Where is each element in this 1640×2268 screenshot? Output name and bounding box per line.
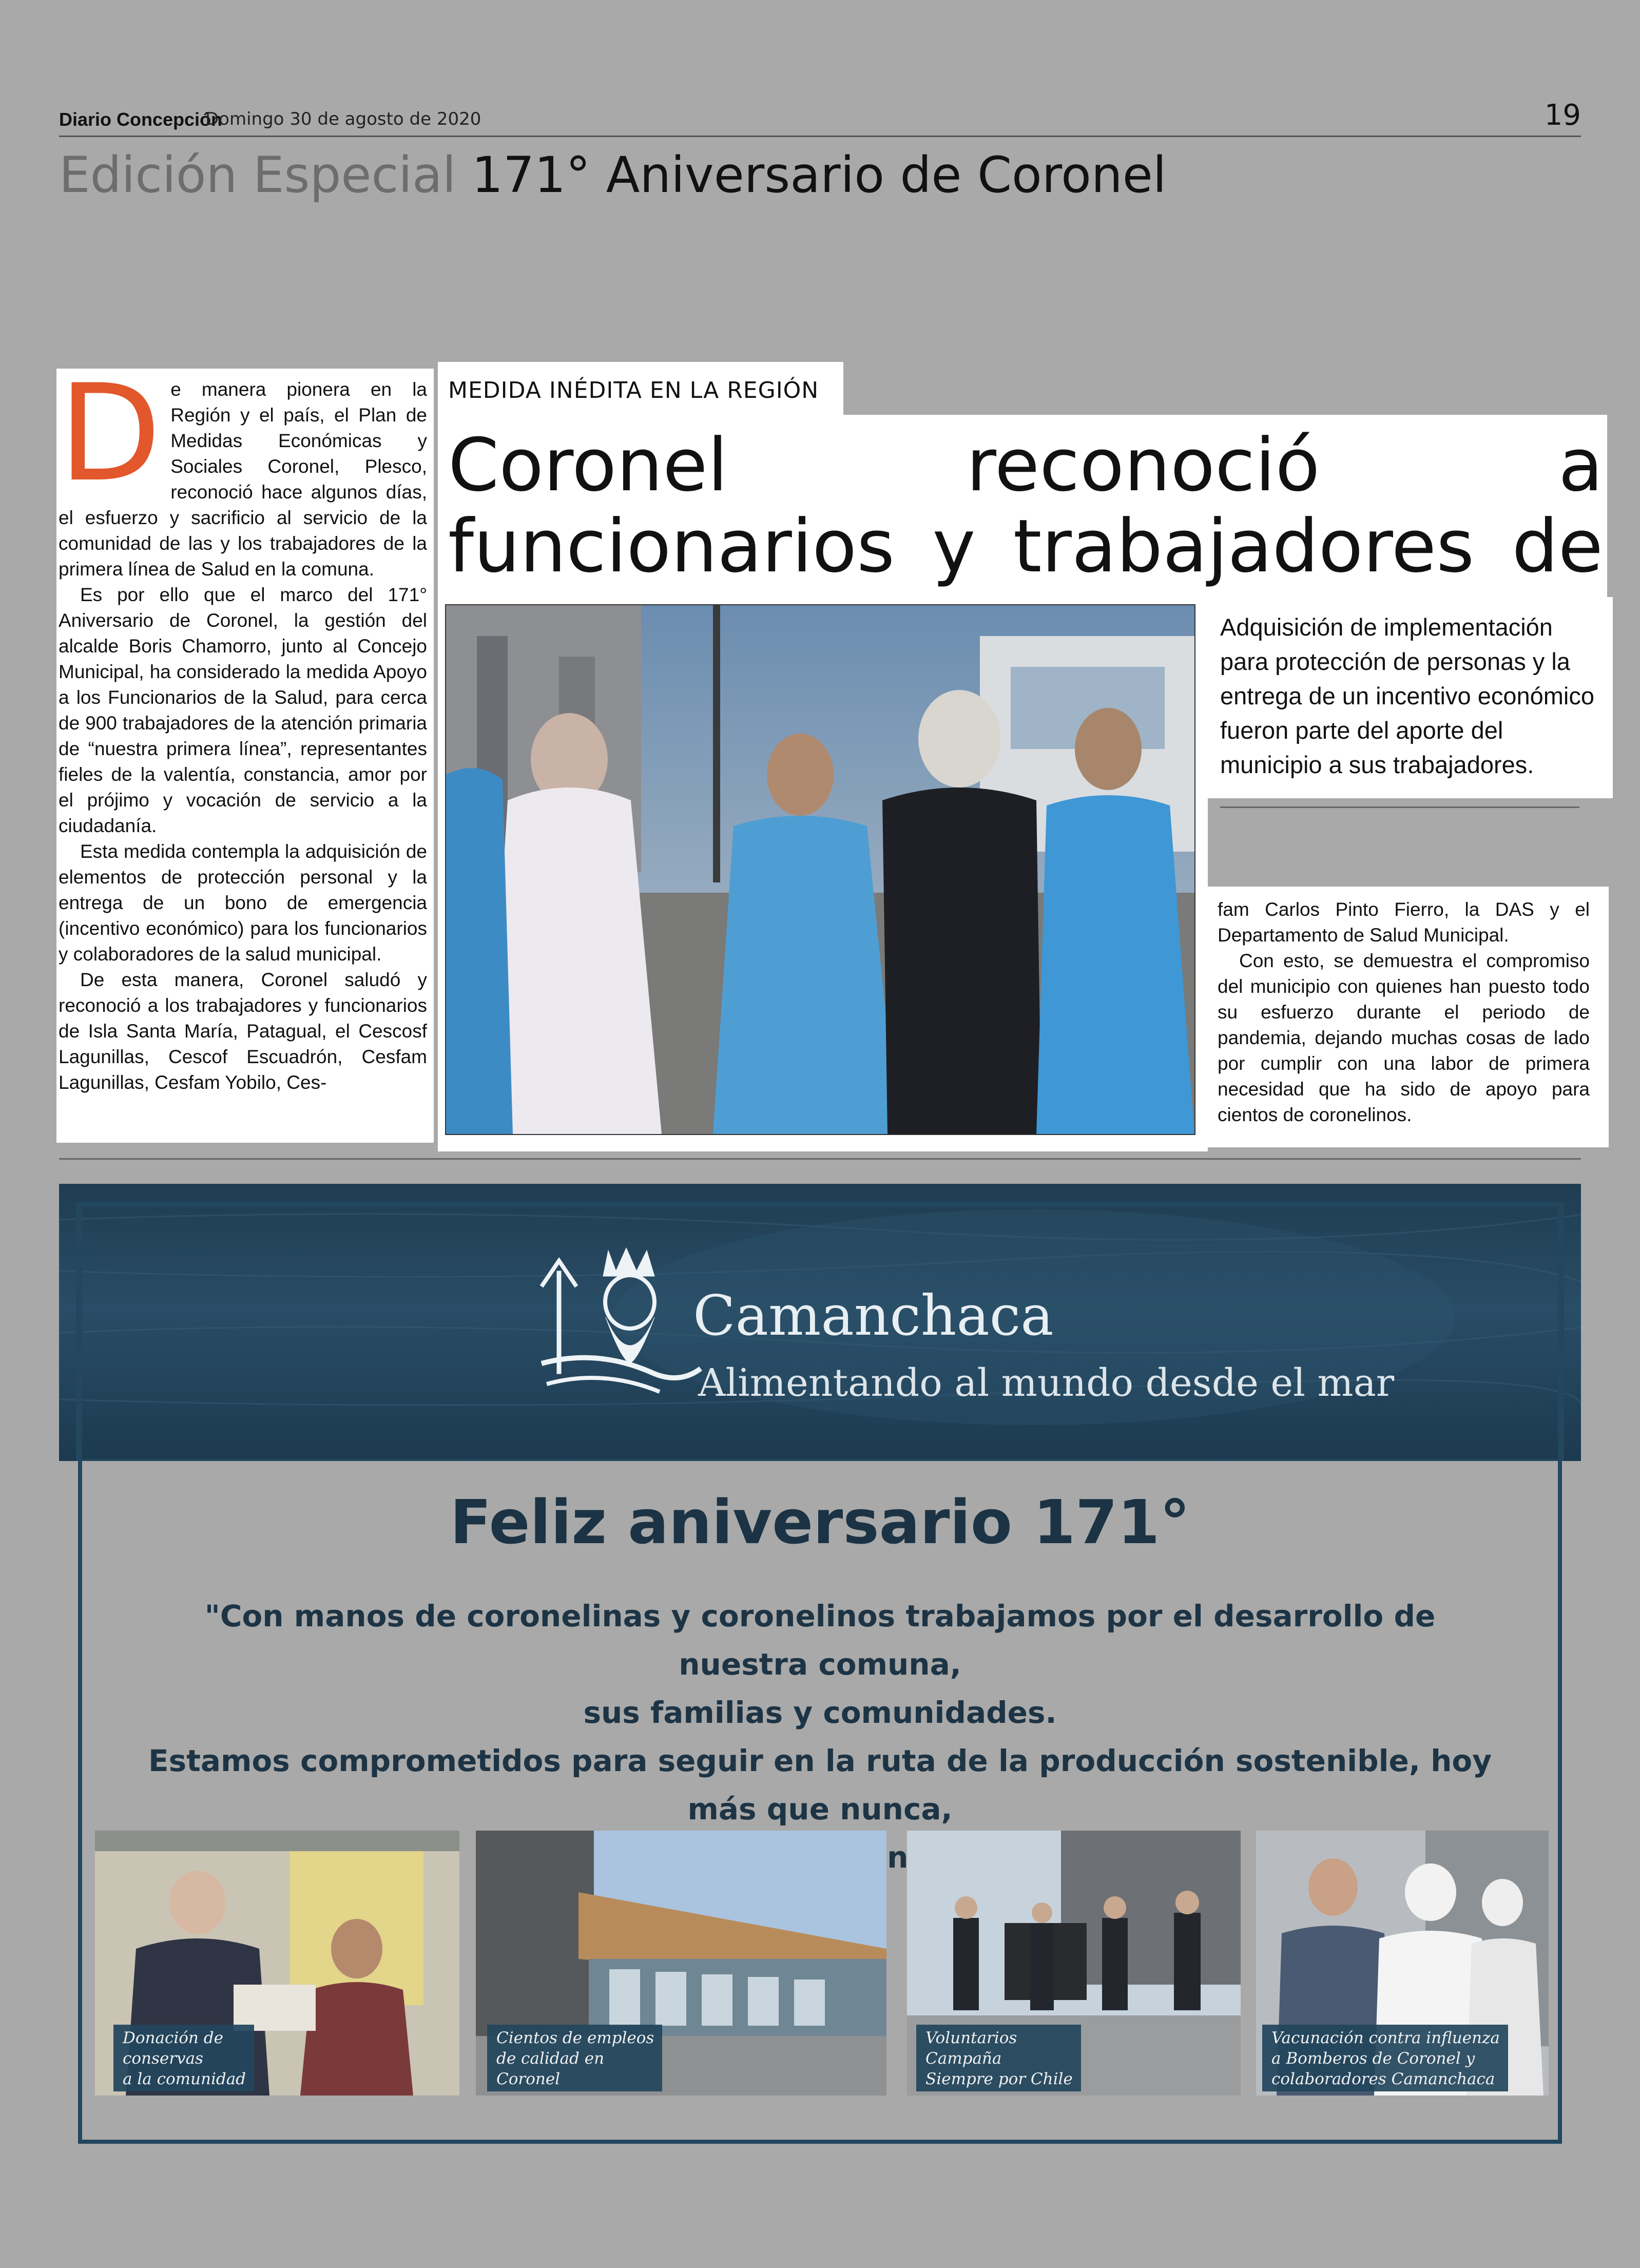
deck-box	[1206, 597, 1613, 798]
photo-caption: Voluntarios Campaña Siempre por Chile	[916, 2025, 1081, 2091]
masthead	[59, 99, 1581, 140]
health-workers-photo	[445, 604, 1195, 1135]
article-paragraph: Con esto, se demuestra el compromiso del municipio con quienes han puesto todo su esfuerzo durante el periodo de pandemia, dejando muchas cosas de lado por cumplir con una labor de primera necesidad que ha sido de apoyo para cientos de coronelinos.	[1218, 950, 1590, 1125]
quote-line: "Con manos de coronelinas y coronelinos trabajamos por el desarrollo de nuestra comuna,	[204, 1599, 1436, 1682]
ad-photo-building	[476, 1831, 886, 2096]
photo-caption: Vacunación contra influenza a Bomberos de Coronel y colaboradores Camanchaca	[1262, 2025, 1508, 2091]
brand-tagline: Alimentando al mundo desde el mar	[698, 1361, 1395, 1405]
article-paragraph: e manera pionera en la Región y el país, el Plan de Medidas Económicas y Sociales Coronel, Plesco, reconoció hace algunos días, el esfuerzo y sacrificio al servicio de la comunidad de las y los trabajadores de la primera línea de Salud en la comuna.	[59, 379, 427, 580]
health-workers-illustration	[446, 605, 1194, 1134]
article-divider	[59, 1158, 1581, 1160]
quote-line: Estamos comprometidos para seguir en la ruta de la producción sostenible, hoy más que nunca,	[148, 1743, 1492, 1827]
issue-date: Domingo 30 de agosto de 2020	[205, 109, 481, 129]
article-headline: Coronel reconoció a funcionarios y trabajadores de	[448, 423, 1603, 589]
photo-caption: Cientos de empleos de calidad en Coronel	[487, 2025, 662, 2091]
article-photo-frame	[438, 597, 1208, 1151]
drop-cap: D	[59, 356, 162, 511]
ad-photo-vaccination	[1256, 1831, 1549, 2096]
photo-caption: Donación de conservas a la comunidad	[113, 2025, 254, 2091]
camanchaca-advertisement	[59, 1184, 1581, 2149]
section-label: Edición Especial	[59, 146, 456, 204]
article-kicker: MEDIDA INÉDITA EN LA REGIÓN	[448, 377, 819, 403]
section-title: 171° Aniversario de Coronel	[471, 146, 1167, 204]
deck-divider	[1220, 806, 1579, 808]
ad-photo-volunteers	[907, 1831, 1241, 2096]
article-paragraph: Es por ello que el marco del 171° Aniversario de Coronel, la gestión del alcalde Boris Chamorro, junto al Concejo Municipal, ha considerado la medida Apoyo a los Funcionarios de la Salud, para cerca de 900 trabajadores de la atención primaria de “nuestra primera línea”, representantes fieles de la valentía, constancia, amor por el prójimo y vocación de servicio a la ciudadanía.	[59, 584, 427, 836]
article-right-column	[1206, 887, 1609, 1147]
quote-line: sus familias y comunidades.	[583, 1695, 1057, 1730]
article-deck: Adquisición de implementación para protección de personas y la entrega de un incentivo económico fueron parte del aporte del municipio a sus trabajadores.	[1220, 613, 1594, 778]
ad-photo-donation	[95, 1831, 459, 2096]
article-paragraph: fam Carlos Pinto Fierro, la DAS y el Departamento de Salud Municipal.	[1218, 899, 1590, 946]
headline-box	[438, 415, 1607, 597]
masthead-divider	[59, 136, 1581, 137]
section-header	[59, 146, 1166, 204]
article-left-column	[56, 356, 434, 1143]
article-paragraph: Esta medida contempla la adquisición de elementos de protección personal y la entrega de un bono de emergencia (incentivo económico) para los funcionarios y colaboradores de la salud municipal.	[59, 841, 427, 965]
quote-line: comunidad.”	[797, 1840, 1012, 1875]
ad-title: Feliz aniversario 171°	[450, 1487, 1190, 1558]
kicker-box	[438, 362, 843, 417]
article-paragraph: De esta manera, Coronel saludó y reconoció a los trabajadores y funcionarios de Isla Santa María, Patagual, el Cescosf Lagunillas, Cescof Escuadrón, Cesfam Lagunillas, Cesfam Yobilo, Ces-	[59, 969, 427, 1093]
brand-name: Camanchaca	[693, 1284, 1054, 1348]
newspaper-name: Diario Concepción	[59, 109, 223, 130]
page-number: 19	[1544, 99, 1581, 132]
